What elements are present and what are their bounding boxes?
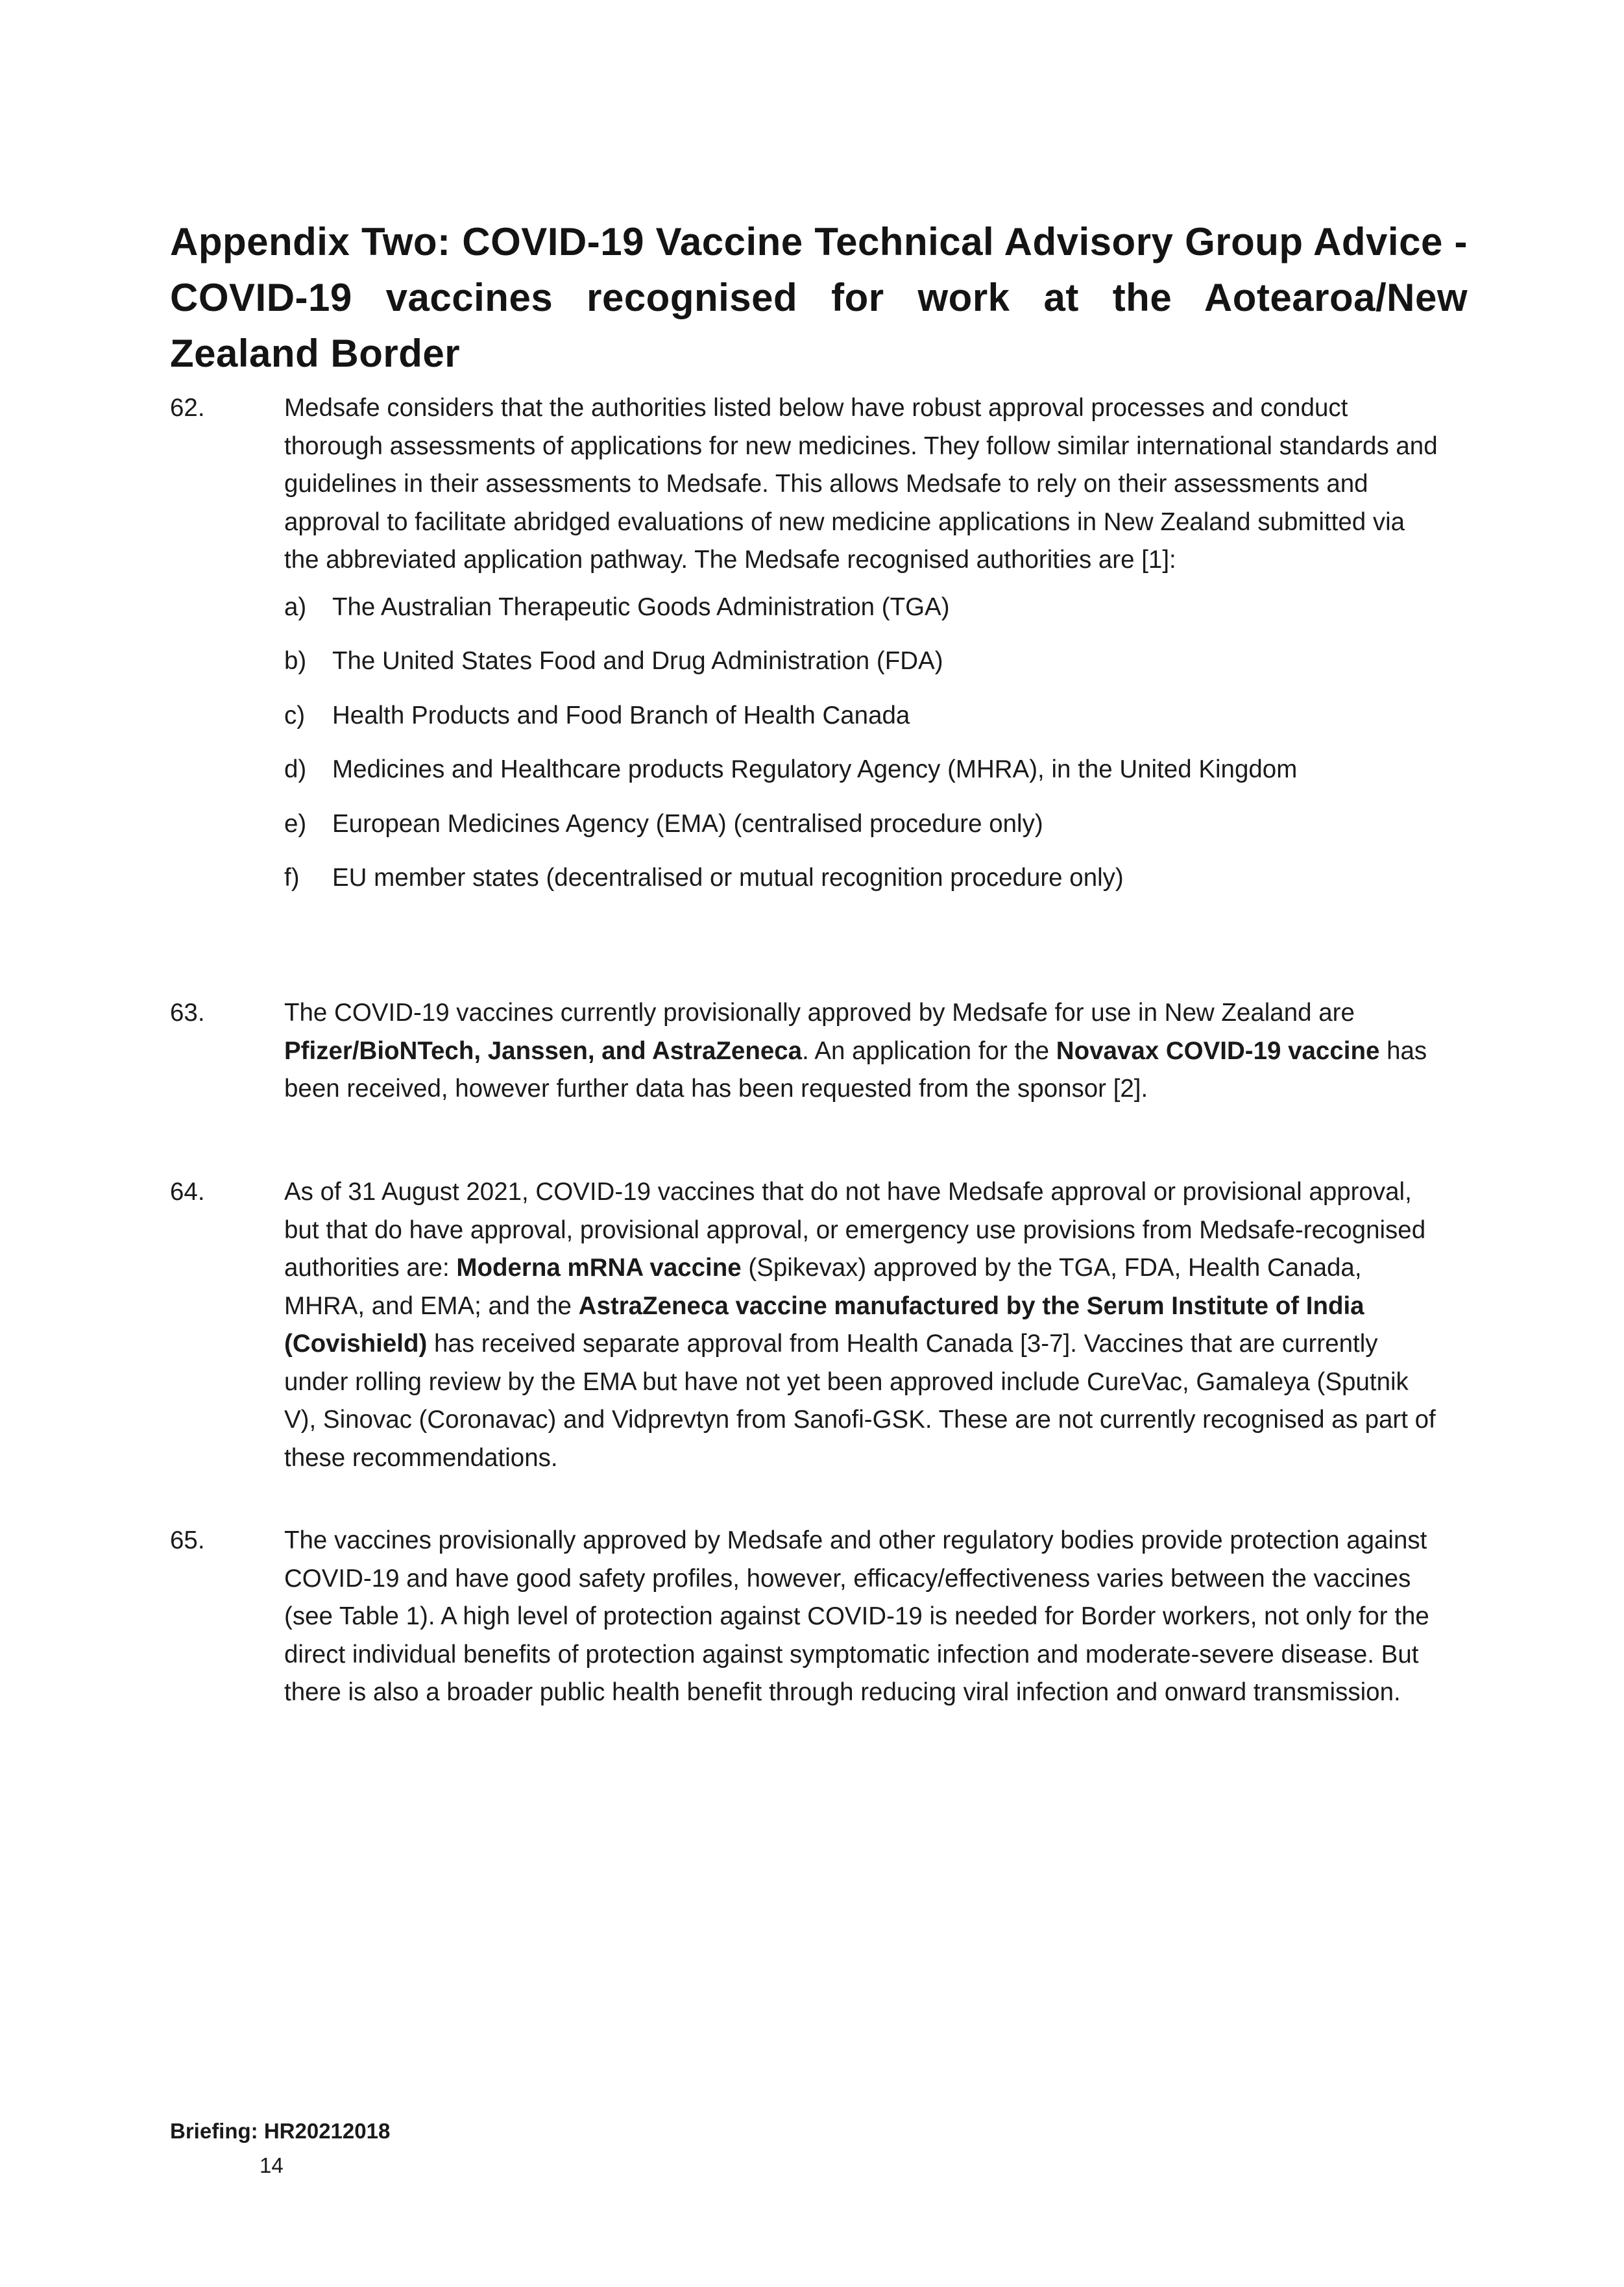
list-item-text: Health Products and Food Branch of Health Canada [332,701,910,729]
paragraph-65 [170,1522,1442,1712]
paragraph-number: 63. [170,999,205,1027]
list-item-text: EU member states (decentralised or mutual recognition procedure only) [332,864,1124,892]
list-item [284,589,1442,627]
text-run: has been received, however further data has been requested from the sponsor [2]. [284,1036,1427,1103]
page-number: 14 [260,2153,284,2177]
text-run: The COVID-19 vaccines currently provisionally approved by Medsafe for use in New Zealand are [284,999,1355,1027]
paragraph-number: 64. [170,1178,205,1206]
paragraph-text: Medsafe considers that the authorities listed below have robust approval processes and conduct thorough assessments of applications for new medicines. They follow similar international standards and guidelines in their assessments to Medsafe. This allows Medsafe to rely on their assessments and approval to facilitate abridged evaluations of new medicine applications in New Zealand submitted via the abbreviated application pathway. The Medsafe recognised authorities are [1]: [284,394,1438,574]
list-item [284,642,1442,681]
briefing-reference: Briefing: HR20212018 [170,2119,391,2143]
text-run: . An application for the [802,1036,1056,1065]
text-run: has received separate approval from Health Canada [3-7]. Vaccines that are currently under rolling review by the EMA but have not yet been approved include CureVac, Gamaleya (Sputnik V), Sinovac (Coronavac) and Vidprevtyn from Sanofi-GSK. These are not currently recognised as part of these recommendations. [284,1330,1436,1472]
list-marker: b) [284,647,307,675]
list-item [284,697,1442,735]
paragraph-number: 62. [170,394,205,422]
emphasized-text: AstraZeneca vaccine manufactured by the Serum Institute of India (Covishield) [284,1291,1364,1358]
list-item [284,859,1442,898]
list-marker: a) [284,593,307,621]
list-marker: e) [284,809,307,838]
paragraph-64 [170,1173,1442,1477]
list-marker: c) [284,701,306,729]
emphasized-text: Moderna mRNA vaccine [456,1254,742,1282]
emphasized-text: Novavax COVID-19 vaccine [1056,1036,1380,1065]
list-item-text: The Australian Therapeutic Goods Administration (TGA) [332,593,950,621]
list-marker: d) [284,755,307,783]
recognised-authorities-list [284,589,1442,898]
list-item-text: The United States Food and Drug Administration (FDA) [332,647,943,675]
paragraph-number: 65. [170,1526,205,1554]
list-item [284,805,1442,844]
text-run: As of 31 August 2021, COVID-19 vaccines that do not have Medsafe approval or provisional approval, but that do have approval, provisional approval, or emergency use provisions from Medsafe-recognised authorities are: [284,1178,1426,1282]
emphasized-text: Pfizer/BioNTech, Janssen, and AstraZeneca [284,1036,803,1065]
paragraph-text [284,994,1442,1108]
paragraph-text [284,1173,1442,1477]
appendix-heading: Appendix Two: COVID-19 Vaccine Technical Advisory Group Advice - COVID-19 vaccines recognised for work at the Aotearoa/New Zealand Border [170,220,1468,375]
paragraph-text: The vaccines provisionally approved by Medsafe and other regulatory bodies provide protection against COVID-19 and have good safety profiles, however, efficacy/effectiveness varies between the vaccines (see Table 1). A high level of protection against COVID-19 is needed for Border workers, not only for the direct individual benefits of protection against symptomatic infection and moderate-severe disease. But there is also a broader public health benefit through reducing viral infection and onward transmission. [284,1526,1429,1706]
paragraph-63 [170,994,1442,1108]
list-item [284,751,1442,789]
list-item-text: European Medicines Agency (EMA) (centralised procedure only) [332,809,1043,838]
list-marker: f) [284,864,300,892]
paragraph-62 [170,389,1442,914]
list-item-text: Medicines and Healthcare products Regulatory Agency (MHRA), in the United Kingdom [332,755,1298,783]
text-run: (Spikevax) approved by the TGA, FDA, Health Canada, MHRA, and EMA; and the [284,1254,1362,1320]
